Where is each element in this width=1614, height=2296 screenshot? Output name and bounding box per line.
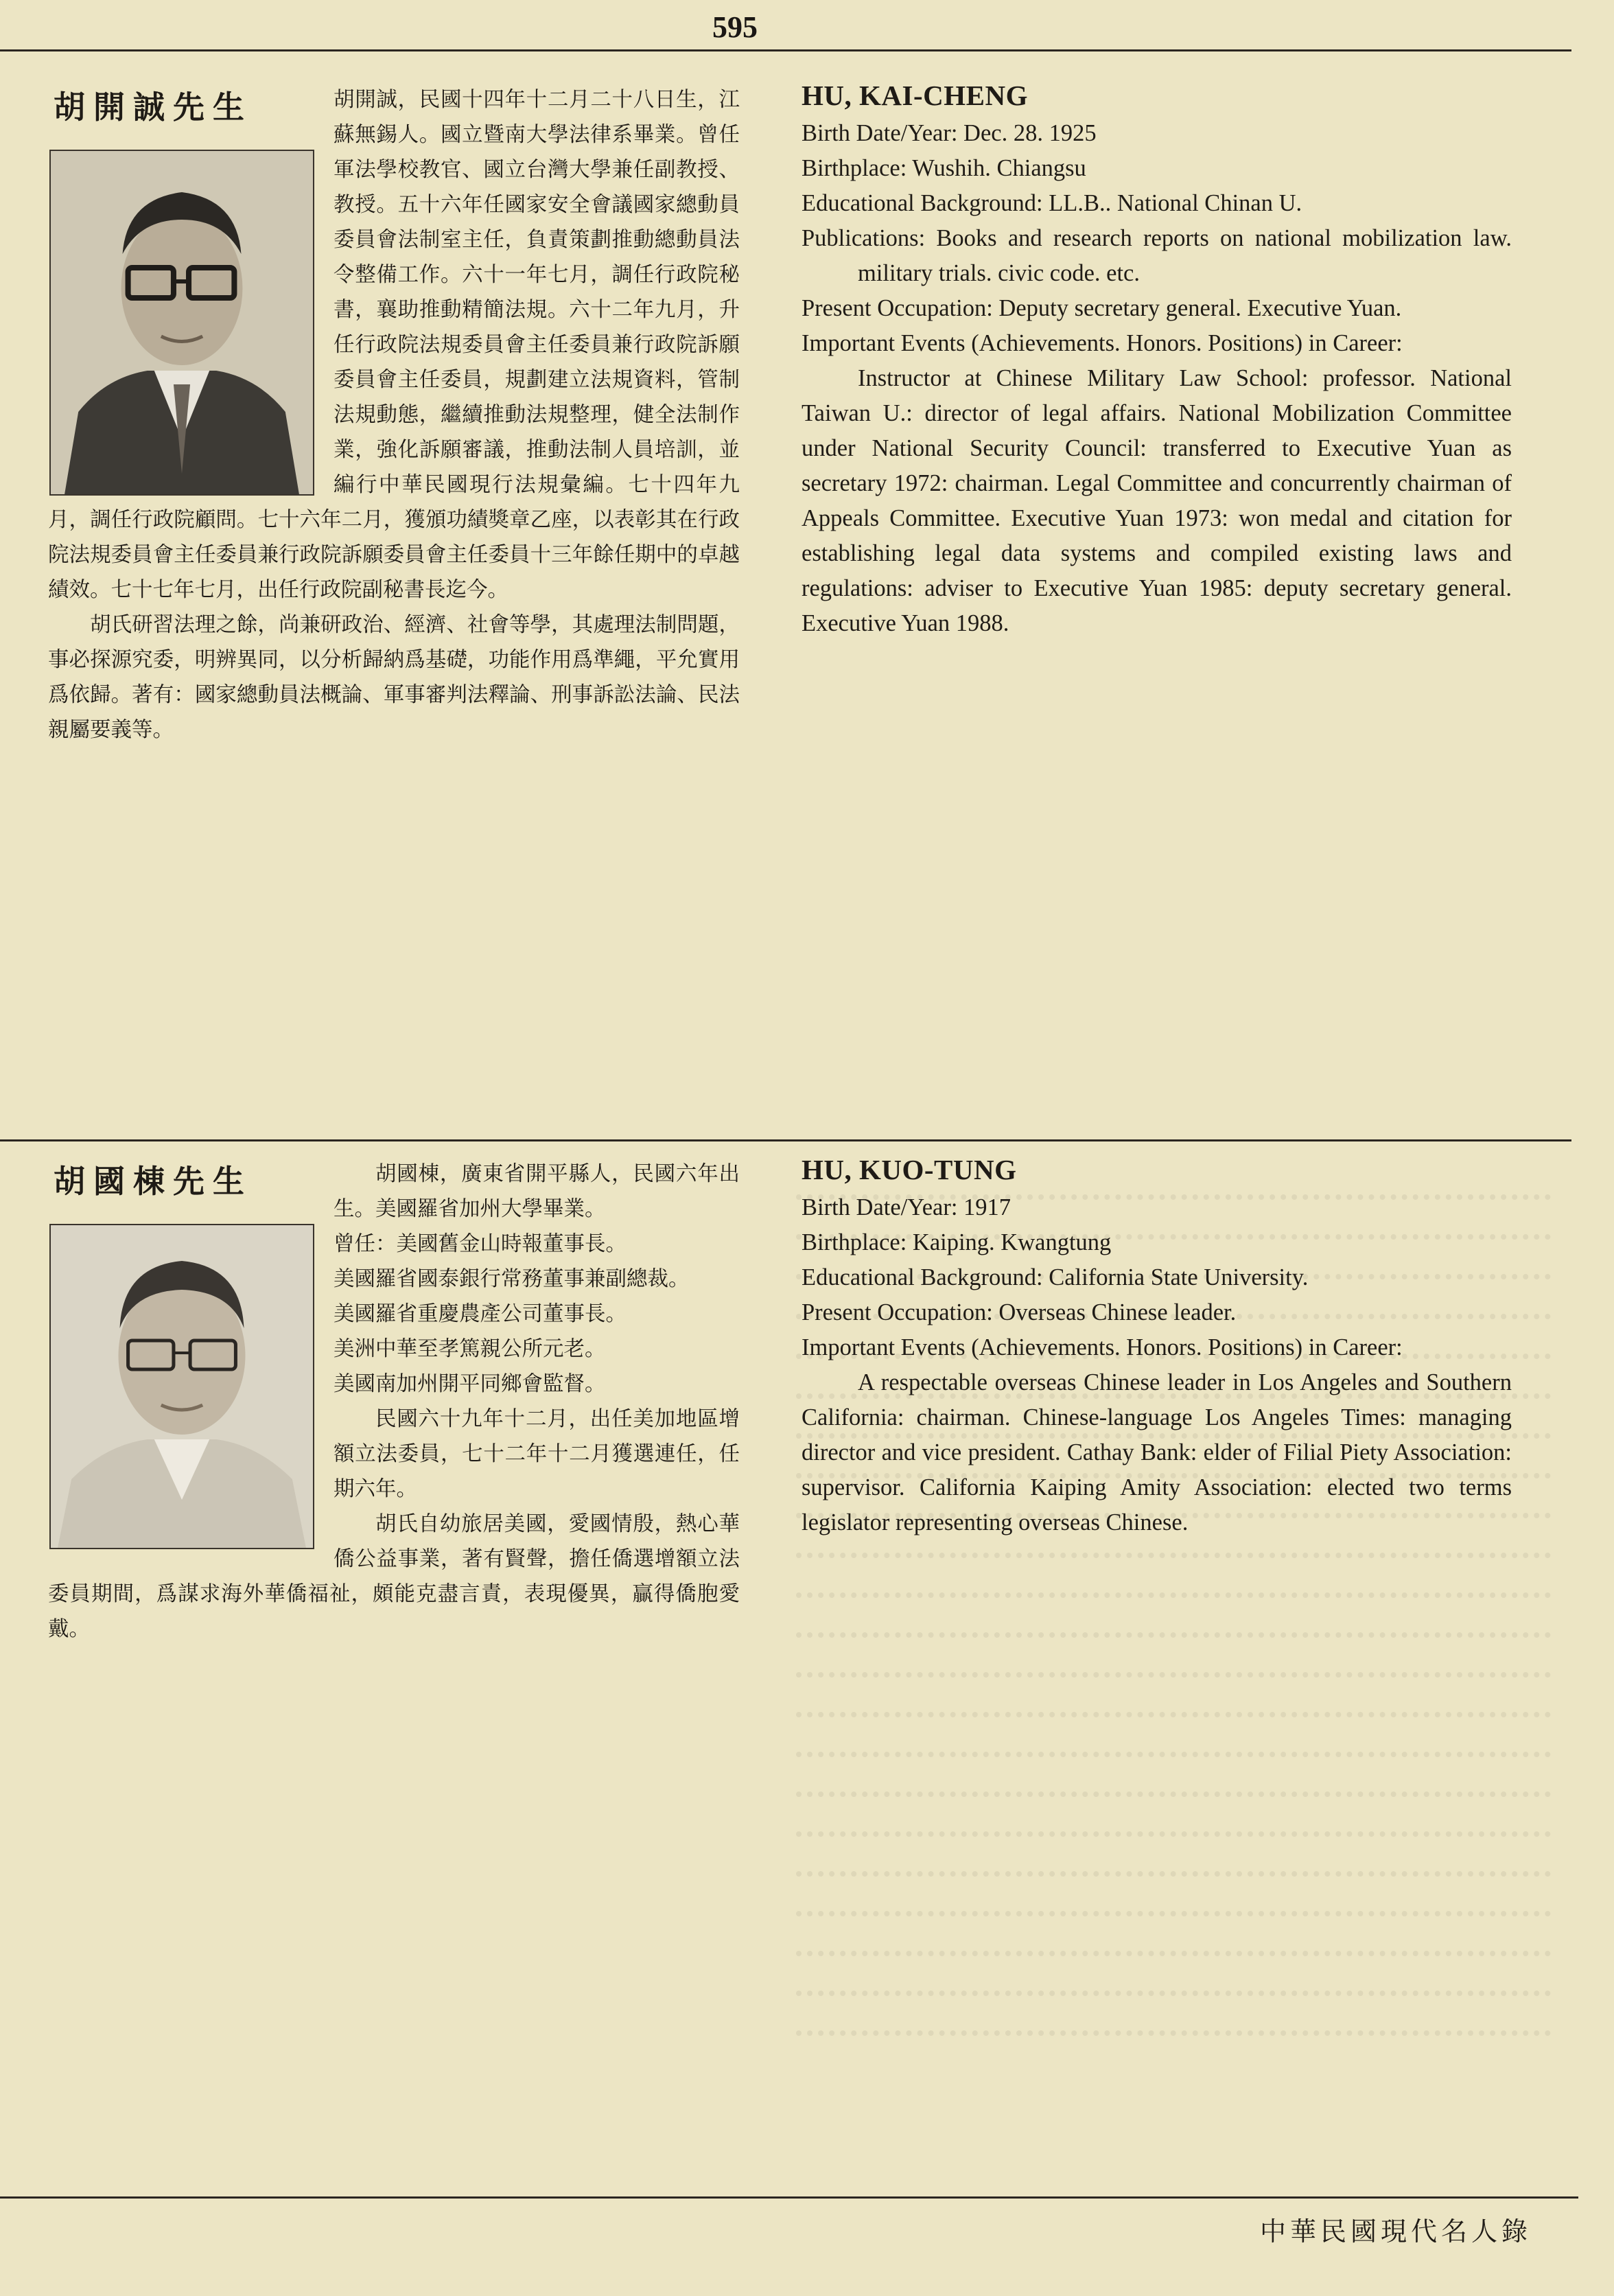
birth-date: Birth Date/Year: 1917 [802, 1194, 1011, 1220]
birthplace: Birthplace: Kaiping. Kwangtung [802, 1229, 1112, 1255]
education: Educational Background: LL.B.. National Chinan U. [802, 190, 1302, 216]
chinese-paragraph: 胡開誠，民國十四年十二月二十八日生，江蘇無錫人。國立暨南大學法律系畢業。曾任軍法學校教官、國立台灣大學兼任副教授、教授。五十六年任國家安全會議國家總動員委員會法制室主任，負責策劃推動總動員法令整備工作。六十一年七月，調任行政院秘書，襄助推動精簡法規。六十二年九月，升任行政院法規委員會主任委員兼行政院訴願委員會主任委員，規劃建立法規資料，管制法規動態，繼續推動法規整理，健全法制作業，強化訴願審議，推動法制人員培訓，並編行中華民國現行法規彙編。七十四年九月，調任行政院顧問。七十六年二月，獲頒功績獎章乙座，以表彰其在行政院法規委員會主任委員兼行政院訴願委員會主任委員十三年餘任期中的卓越績效。七十七年七月，出任行政院副秘書長迄今。 [48, 88, 740, 602]
top-rule [0, 49, 1571, 51]
biography-entry-hu-kai-cheng [0, 76, 1614, 872]
career-text: Instructor at Chinese Military Law School: professor. National Taiwan U.: director of legal affairs. National Mobilization Committee under National Security Council: transferred to Executive Yuan as secretary 1972: chairman. Legal Committee and concurrently chairman of Appeals Committee. Executive Yuan 1973: won medal and citation for establishing legal data systems and compiled existing laws and regulations: adviser to Executive Yuan 1985: deputy secretary general. Executive Yuan 1988. [802, 365, 1512, 636]
english-name-heading: HU, KAI-CHENG [802, 80, 1028, 111]
publications: Publications: Books and research reports on national mobilization law. military trials. civic code. etc. [802, 225, 1512, 286]
english-biography [802, 76, 1512, 641]
chinese-line: 民國六十九年十二月，出任美加地區增額立法委員，七十二年十二月獲選連任，任期六年。 [334, 1407, 740, 1501]
birthplace: Birthplace: Wushih. Chiangsu [802, 155, 1086, 181]
chinese-paragraph: 胡氏研習法理之餘，尚兼研政治、經濟、社會等學，其處理法制問題，事必探源究委，明辨異同，以分析歸納爲基礎，功能作用爲準繩，平允實用爲依歸。著有：國家總動員法概論、軍事審判法釋論、刑事訴訟法論、民法親屬要義等。 [48, 613, 740, 742]
chinese-line: 胡國棟，廣東省開平縣人，民國六年出生。美國羅省加州大學畢業。 [334, 1162, 740, 1221]
chinese-paragraph: 胡氏自幼旅居美國，愛國情殷，熱心華僑公益事業，著有賢聲，擔任僑選增額立法委員期間，爲謀求海外華僑福祉，頗能克盡言責，表現優異，贏得僑胞愛戴。 [48, 1512, 740, 1641]
important-events-label: Important Events (Achievements. Honors. Positions) in Career: [802, 330, 1403, 356]
career-text: A respectable overseas Chinese leader in Los Angeles and Southern California: chairman. Chinese-language Los Angeles Times: managing director and vice president. Cathay Bank: elder of Filial Piety Association: supervisor. California Kaiping Amity Association: elected two terms legislator representing overseas Chinese. [802, 1369, 1512, 1535]
birth-date: Birth Date/Year: Dec. 28. 1925 [802, 120, 1097, 146]
english-name-heading: HU, KUO-TUNG [802, 1154, 1017, 1185]
chinese-line: 美洲中華至孝篤親公所元老。 [334, 1337, 606, 1361]
chinese-line: 美國羅省重慶農產公司董事長。 [334, 1302, 627, 1326]
page-number: 595 [712, 10, 758, 44]
important-events-label: Important Events (Achievements. Honors. Positions) in Career: [802, 1334, 1403, 1360]
chinese-line: 美國羅省國泰銀行常務董事兼副總裁。 [334, 1267, 690, 1291]
footer-book-title: 中華民國現代名人錄 [1259, 2216, 1532, 2247]
bottom-rule [0, 2196, 1578, 2199]
chinese-line: 美國南加州開平同鄉會監督。 [334, 1372, 606, 1396]
education: Educational Background: California State University. [802, 1264, 1309, 1290]
portrait-photo [49, 150, 314, 496]
present-occupation: Present Occupation: Deputy secretary general. Executive Yuan. [802, 295, 1402, 321]
bleed-through-texture [796, 1167, 1551, 2142]
present-occupation: Present Occupation: Overseas Chinese leader. [802, 1299, 1237, 1325]
chinese-name-heading: 胡國棟先生 [54, 1163, 253, 1200]
chinese-line: 曾任：美國舊金山時報董事長。 [334, 1232, 627, 1256]
portrait-photo [49, 1224, 314, 1549]
middle-rule [0, 1139, 1571, 1141]
chinese-name-heading: 胡開誠先生 [54, 89, 253, 126]
